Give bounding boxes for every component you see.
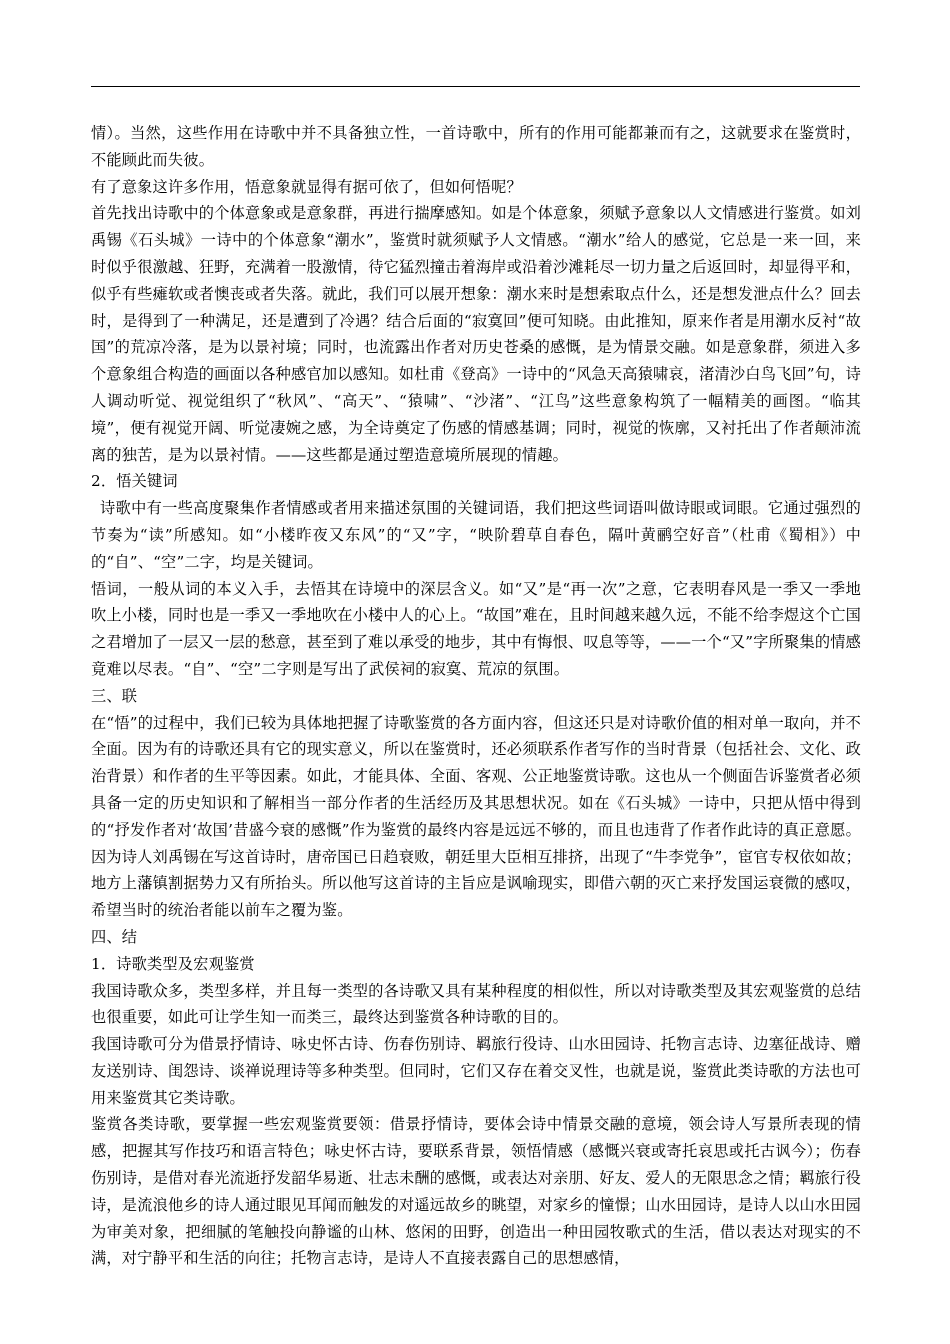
section-heading: 1．诗歌类型及宏观鉴赏 [91, 954, 255, 973]
paragraph: 有了意象这许多作用，悟意象就显得有据可依了，但如何悟呢？ [91, 177, 522, 196]
section-heading: 2．悟关键词 [91, 472, 178, 491]
paragraph: 悟词，一般从词的本义入手，去悟其在诗境中的深层含义。如“又”是“再一次”之意，它表明春风是一季又一季地吹上小楼，同时也是一季又一季地吹在小楼中人的心上。“故国”难在，且时间越来越久远，不能不给李煜这个亡国之君增加了一层又一层的愁意，甚至到了难以承受的地步，其中有悔恨、叹息等等，——一个“又”字所聚集的情感竟难以尽表。“自”、“空”二字则是写出了武侯祠的寂寞、荒凉的氛围。 [91, 579, 861, 678]
paragraph: 诗歌中有一些高度聚集作者情感或者用来描述氛围的关键词语，我们把这些词语叫做诗眼或词眼。它通过强烈的节奏为“读”所感知。如“小楼昨夜又东风”的“又”字，“映阶碧草自春色，隔叶黄鹂空好音”（杜甫《蜀相》）中的“自”、“空”二字，均是关键词。 [91, 499, 861, 571]
section-heading: 四、结 [91, 927, 138, 946]
paragraph: 情）。当然，这些作用在诗歌中并不具备独立性，一首诗歌中，所有的作用可能都兼而有之，这就要求在鉴赏时，不能顾此而失彼。 [91, 124, 861, 169]
paragraph: 在“悟”的过程中，我们已较为具体地把握了诗歌鉴赏的各方面内容，但这还只是对诗歌价值的相对单一取向，并不全面。因为有的诗歌还具有它的现实意义，所以在鉴赏时，还必须联系作者写作的当时背景（包括社会、文化、政治背景）和作者的生平等因素。如此，才能具体、全面、客观、公正地鉴赏诗歌。这也从一个侧面告诉鉴赏者必须具备一定的历史知识和了解相当一部分作者的生活经历及其思想状况。如在《石头城》一诗中，只把从悟中得到的“抒发作者对‘故国’昔盛今衰的感慨”作为鉴赏的最终内容是远远不够的，而且也违背了作者作此诗的真正意愿。因为诗人刘禹锡在写这首诗时，唐帝国已日趋衰败，朝廷里大臣相互排挤，出现了“牛李党争”，宦官专权依如故；地方上藩镇割据势力又有所抬头。所以他写这首诗的主旨应是讽喻现实，即借六朝的灭亡来抒发国运衰微的感叹，希望当时的统治者能以前车之覆为鉴。 [91, 713, 861, 920]
header-rule [91, 86, 860, 87]
paragraph: 我国诗歌众多，类型多样，并且每一类型的各诗歌又具有某种程度的相似性，所以对诗歌类型及其宏观鉴赏的总结也很重要，如此可让学生知一而类三，最终达到鉴赏各种诗歌的目的。 [91, 981, 861, 1027]
paragraph: 鉴赏各类诗歌，要掌握一些宏观鉴赏要领：借景抒情诗，要体会诗中情景交融的意境，领会诗人写景所表现的情感，把握其写作技巧和语言特色；咏史怀古诗，要联系背景，领悟情感（感慨兴衰或寄托哀思或托古讽今）；伤春伤别诗，是借对春光流逝抒发韶华易逝、壮志未酬的感慨，或表达对亲朋、好友、爱人的无限思念之情；羁旅行役诗，是流浪他乡的诗人通过眼见耳闻而触发的对遥远故乡的眺望，对家乡的憧憬；山水田园诗，是诗人以山水田园为审美对象，把细腻的笔触投向静谧的山林、悠闲的田野，创造出一种田园牧歌式的生活，借以表达对现实的不满，对宁静平和生活的向往；托物言志诗，是诗人不直接表露自己的思想感情， [91, 1115, 861, 1268]
paragraph: 首先找出诗歌中的个体意象或是意象群，再进行揣摩感知。如是个体意象，须赋予意象以人文情感进行鉴赏。如刘禹锡《石头城》一诗中的个体意象“潮水”，鉴赏时就须赋予人文情感。“潮水”给人的感觉，它总是一来一回，来时似乎很激越、狂野，充满着一股激情，待它猛烈撞击着海岸或沿着沙滩耗尽一切力量之后返回时，却显得平和，似乎有些瘫软或者懊丧或者失落。就此，我们可以展开想象：潮水来时是想索取点什么，还是想发泄点什么？回去时，是得到了一种满足，还是遭到了冷遇？结合后面的“寂寞回”便可知晓。由此推知，原来作者是用潮水反衬“故国”的荒凉冷落，是为以景衬境；同时，也流露出作者对历史苍桑的感慨，是为情景交融。如是意象群，须进入多个意象组合构造的画面以各种感官加以感知。如杜甫《登高》一诗中的“风急天高猿啸哀，渚清沙白鸟飞回”句，诗人调动听觉、视觉组织了“秋风”、“高天”、“猿啸”、“沙渚”、“江鸟”这些意象构筑了一幅精美的画图。“临其境”，便有视觉开阔、听觉凄婉之感，为全诗奠定了伤感的情感基调；同时，视觉的恢廓，又衬托出了作者颠沛流离的独苦，是为以景衬情。——这些都是通过塑造意境所展现的情趣。 [91, 204, 861, 464]
section-heading: 三、联 [91, 686, 138, 705]
paragraph: 我国诗歌可分为借景抒情诗、咏史怀古诗、伤春伤别诗、羁旅行役诗、山水田园诗、托物言志诗、边塞征战诗、赠友送别诗、闺怨诗、谈禅说理诗等多种类型。但同时，它们又存在着交叉性，也就是说，鉴赏此类诗歌的方法也可用来鉴赏其它类诗歌。 [91, 1035, 861, 1107]
document-body [91, 120, 861, 1272]
